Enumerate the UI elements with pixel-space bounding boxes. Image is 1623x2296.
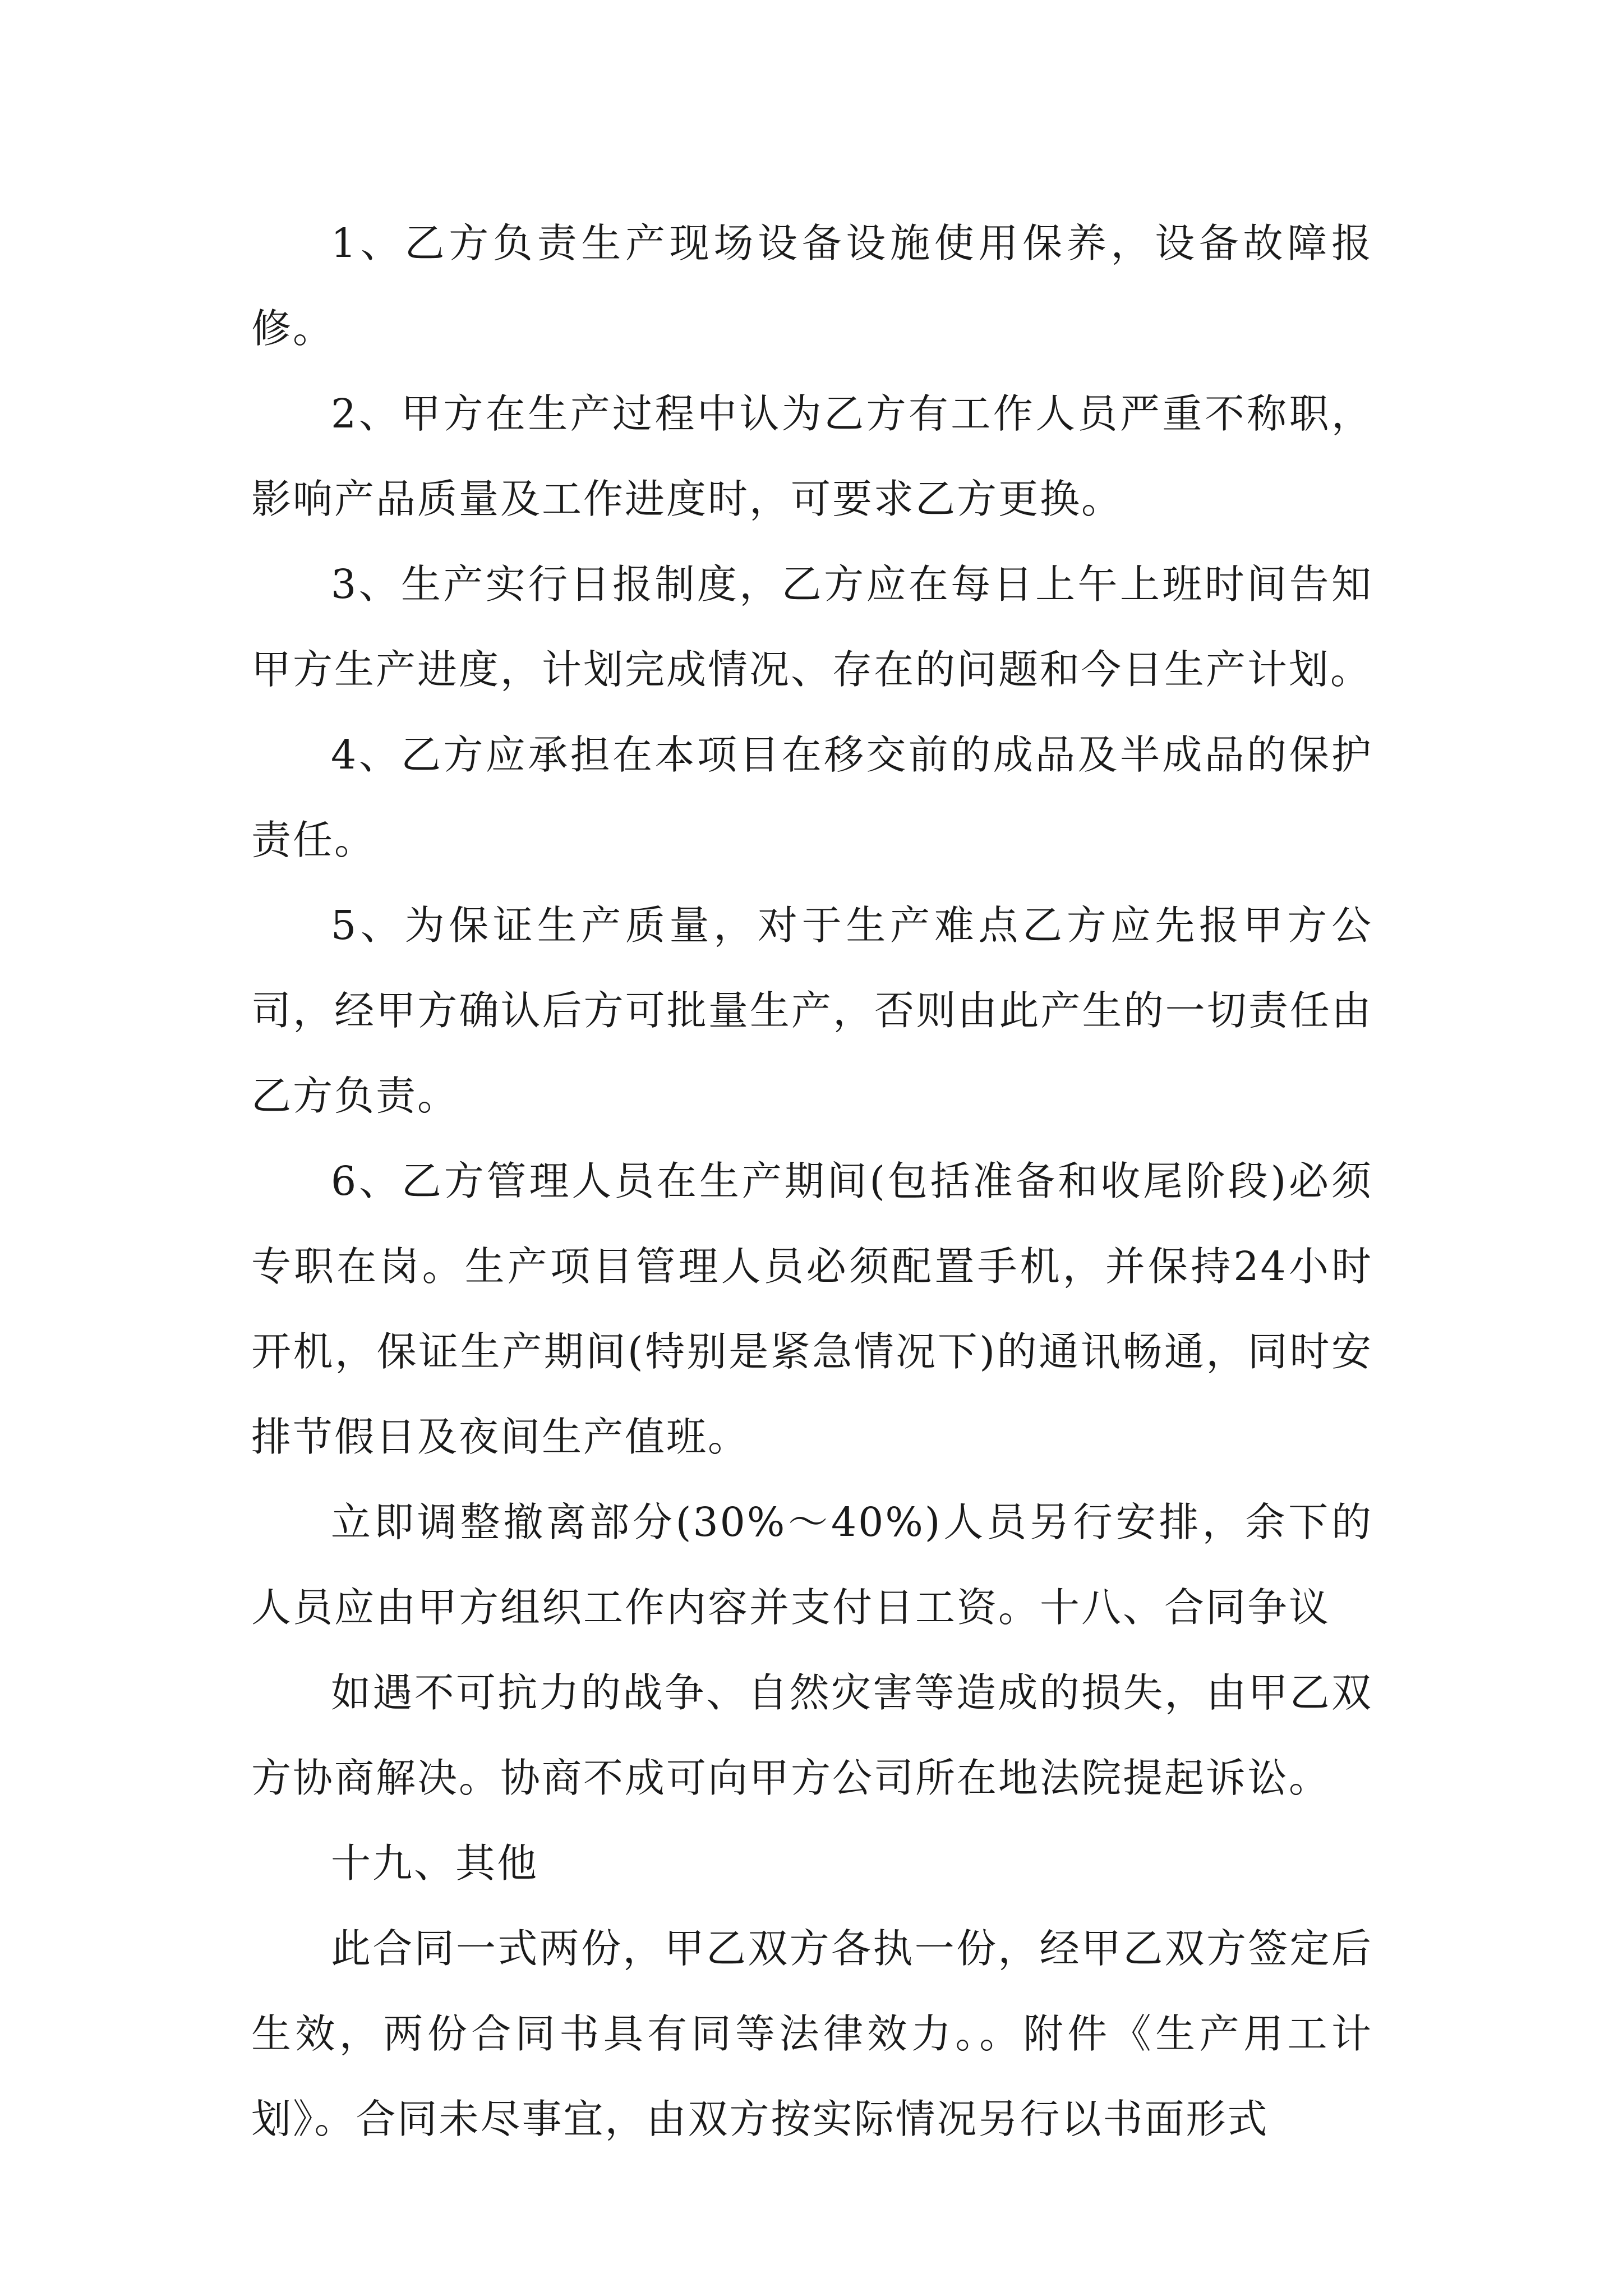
clause-1-paragraph: 1、乙方负责生产现场设备设施使用保养，设备故障报修。: [251, 220, 1373, 352]
clause-4-paragraph: 4、乙方应承担在本项目在移交前的成品及半成品的保护责任。: [251, 731, 1373, 863]
staff-adjustment-paragraph: 立即调整撤离部分(30%～40%)人员另行安排，余下的人员应由甲方组织工作内容并支付日工资。十八、合同争议: [251, 1499, 1373, 1631]
clause-2-paragraph: 2、甲方在生产过程中认为乙方有工作人员严重不称职，影响产品质量及工作进度时，可要求乙方更换。: [251, 390, 1373, 522]
contract-copies-paragraph: 此合同一式两份，甲乙双方各执一份，经甲乙双方签定后生效，两份合同书具有同等法律效力。。附件《生产用工计划》。合同未尽事宜，由双方按实际情况另行以书面形式: [251, 1925, 1373, 2142]
clause-3-paragraph: 3、生产实行日报制度，乙方应在每日上午上班时间告知甲方生产进度，计划完成情况、存在的问题和今日生产计划。: [251, 561, 1373, 693]
dispute-resolution-paragraph: 如遇不可抗力的战争、自然灾害等造成的损失，由甲乙双方协商解决。协商不成可向甲方公司所在地法院提起诉讼。: [251, 1669, 1373, 1801]
clause-6-paragraph: 6、乙方管理人员在生产期间(包括准备和收尾阶段)必须专职在岗。生产项目管理人员必须配置手机，并保持24小时开机，保证生产期间(特别是紧急情况下)的通讯畅通，同时安排节假日及夜间生产值班。: [251, 1158, 1373, 1460]
document-page: [251, 201, 1373, 2162]
section-19-heading: 十九、其他: [331, 1840, 539, 1887]
clause-5-paragraph: 5、为保证生产质量，对于生产难点乙方应先报甲方公司，经甲方确认后方可批量生产，否则由此产生的一切责任由乙方负责。: [251, 902, 1373, 1119]
